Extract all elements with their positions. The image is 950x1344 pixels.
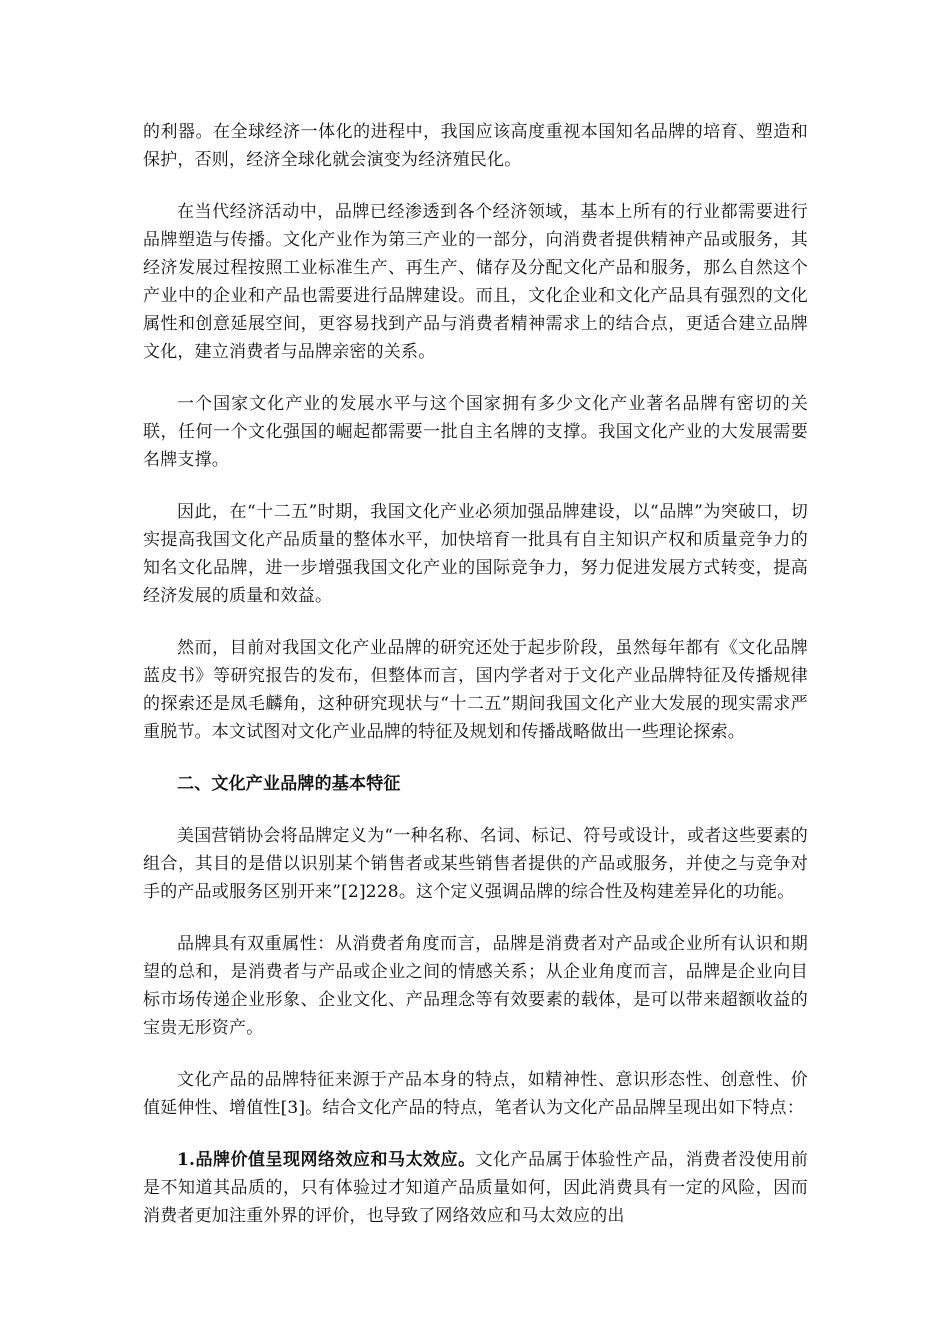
document-page xyxy=(143,118,808,1254)
feature-1-lead: 1.品牌价值呈现网络效应和马太效应。 xyxy=(177,1150,476,1170)
paragraph-national-brands: 一个国家文化产业的发展水平与这个国家拥有多少文化产业著名品牌有密切的关联，任何一个文化强国的崛起都需要一批自主名牌的支撑。我国文化产业的大发展需要名牌支撑。 xyxy=(143,394,808,470)
paragraph-brand-definition: 美国营销协会将品牌定义为“一种名称、名词、标记、符号或设计，或者这些要素的组合，其目的是借以识别某个销售者或某些销售者提供的产品或服务，并使之与竞争对手的产品或服务区别开来”[2]228。这个定义强调品牌的综合性及构建差异化的功能。 xyxy=(143,826,808,902)
feature-1-text: 文化产品属于体验性产品，消费者没使用前是不知道其品质的，只有体验过才知道产品质量如何，因此消费具有一定的风险，因而消费者更加注重外界的评价，也导致了网络效应和马太效应的出 xyxy=(143,1150,808,1226)
paragraph-dual-attributes: 品牌具有双重属性：从消费者角度而言，品牌是消费者对产品或企业所有认识和期望的总和，是消费者与产品或企业之间的情感关系；从企业角度而言，品牌是企业向目标市场传递企业形象、企业文化、产品理念等有效要素的载体，是可以带来超额收益的宝贵无形资产。 xyxy=(143,934,808,1038)
section-heading: 二、文化产业品牌的基本特征 xyxy=(177,774,401,794)
paragraph-intro-continuation: 的利器。在全球经济一体化的进程中，我国应该高度重视本国知名品牌的培育、塑造和保护，否则，经济全球化就会演变为经济殖民化。 xyxy=(143,122,808,170)
paragraph-brand-economy: 在当代经济活动中，品牌已经渗透到各个经济领域，基本上所有的行业都需要进行品牌塑造与传播。文化产业作为第三产业的一部分，向消费者提供精神产品或服务，其经济发展过程按照工业标准生产、再生产、储存及分配文化产品和服务，那么自然这个产业中的企业和产品也需要进行品牌建设。而且，文化企业和文化产品具有强烈的文化属性和创意延展空间，更容易找到产品与消费者精神需求上的结合点，更适合建立品牌文化，建立消费者与品牌亲密的关系。 xyxy=(143,202,808,362)
paragraph-research-status: 然而，目前对我国文化产业品牌的研究还处于起步阶段，虽然每年都有《文化品牌蓝皮书》等研究报告的发布，但整体而言，国内学者对于文化产业品牌特征及传播规律的探索还是凤毛麟角，这种研究现状与“十二五”期间我国文化产业大发展的现实需求严重脱节。本文试图对文化产业品牌的特征及规划和传播战略做出一些理论探索。 xyxy=(143,638,808,742)
paragraph-product-features: 文化产品的品牌特征来源于产品本身的特点，如精神性、意识形态性、创意性、价值延伸性、增值性[3]。结合文化产品的特点，笔者认为文化产品品牌呈现出如下特点： xyxy=(143,1070,808,1118)
paragraph-feature-1 xyxy=(143,1146,808,1230)
paragraph-twelfth-five-year: 因此，在“十二五”时期，我国文化产业必须加强品牌建设，以“品牌”为突破口，切实提高我国文化产品质量的整体水平，加快培育一批具有自主知识产权和质量竞争力的知名文化品牌，进一步增强我国文化产业的国际竞争力，努力促进发展方式转变，提高经济发展的质量和效益。 xyxy=(143,502,808,606)
